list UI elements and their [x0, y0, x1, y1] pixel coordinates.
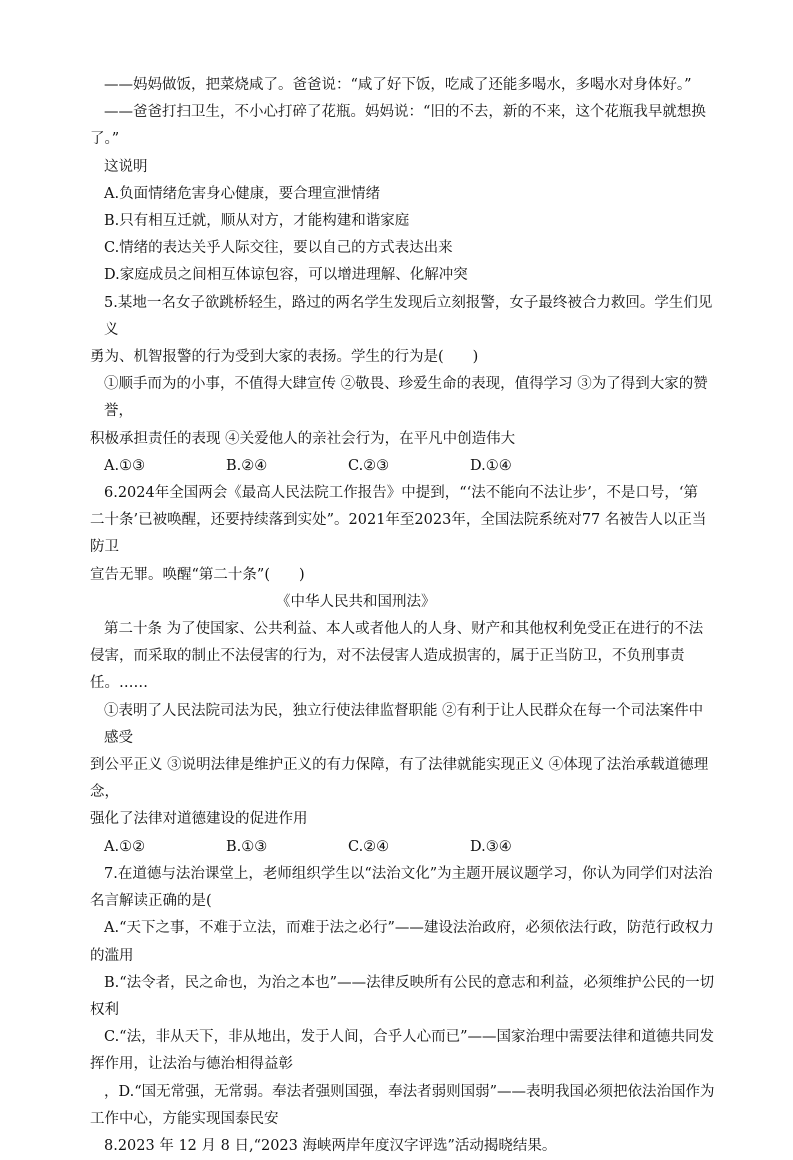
question-7-option-a-2: 的滥用	[90, 947, 134, 964]
question-5-options	[104, 453, 716, 480]
question-5-stem-1: 5.某地一名女子欲跳桥轻生，路过的两名学生发现后立刻报警，女子最终被合力救回。学生们见义	[104, 294, 713, 338]
law-text-3: 任。……	[90, 675, 148, 692]
document-page	[90, 72, 716, 1160]
question-4-stem: 这说明	[104, 158, 148, 175]
question-6-option-c: C.②④	[348, 838, 390, 855]
question-5-items-1: ①顺手而为的小事，不值得大肆宣传 ②敬畏、珍爱生命的表现，值得学习 ③为了得到大家的赞誉，	[104, 376, 708, 420]
question-5-items-2: 积极承担责任的表现 ④关爱他人的亲社会行为，在平凡中创造伟大	[90, 430, 516, 447]
question-5-option-b: B.②④	[226, 457, 268, 474]
question-6-option-b: B.①③	[226, 838, 268, 855]
question-7-option-c-1: C.“法，非从天下，非从地出，发于人间，合乎人心而已”——国家治理中需要法律和道德共同发	[104, 1029, 715, 1046]
scenario-line-2b: 了。”	[90, 131, 120, 148]
question-7-stem-2: 名言解读正确的是(	[90, 893, 212, 910]
question-4-option-a: A.负面情绪危害身心健康，要合理宣泄情绪	[104, 185, 381, 202]
question-6-stem-3: 宣告无罪。唤醒“第二十条”( )	[90, 566, 305, 583]
question-7-option-d-2: 工作中心，方能实现国泰民安	[90, 1110, 279, 1127]
question-7-option-b-1: B.“法令者，民之命也，为治之本也”——法律反映所有公民的意志和利益，必须维护公民的一切	[104, 974, 715, 991]
question-7-stem-1: 7.在道德与法治课堂上，老师组织学生以“法治文化”为主题开展议题学习，你认为同学们对法治	[104, 865, 713, 882]
question-6-items-3: 强化了法律对道德建设的促进作用	[90, 811, 308, 828]
law-text-2: 侵害，而采取的制止不法侵害的行为，对不法侵害人造成损害的，属于正当防卫，不负刑事责	[90, 648, 685, 665]
question-5-option-d: D.①④	[470, 457, 512, 474]
question-4-option-c: C.情绪的表达关乎人际交往，要以自己的方式表达出来	[104, 240, 453, 257]
question-6-stem-2: 二十条’已被唤醒，还要持续落到实处”。2021年至2023年，全国法院系统对77 名被告人以正当防卫	[90, 512, 707, 556]
question-7-option-d-1: ，D.“国无常强，无常弱。奉法者强则国强，奉法者弱则国弱”——表明我国必须把依法治国作为	[104, 1083, 715, 1100]
question-4-option-d: D.家庭成员之间相互体谅包容，可以增进理解、化解冲突	[104, 267, 468, 284]
question-6-stem-1: 6.2024年全国两会《最高人民法院工作报告》中提到，“‘法不能向不法让步’，不是口号，‘第	[104, 485, 698, 502]
law-title: 《中华人民共和国刑法》	[276, 593, 436, 610]
question-6-items-1: ①表明了人民法院司法为民，独立行使法律监督职能 ②有利于让人民群众在每一个司法案件中感受	[104, 702, 704, 746]
scenario-line-1: ——妈妈做饭，把菜烧咸了。爸爸说：“咸了好下饭，吃咸了还能多喝水，多喝水对身体好。”	[104, 77, 692, 93]
question-6-options	[104, 834, 716, 861]
scenario-line-2a: ——爸爸打扫卫生，不小心打碎了花瓶。妈妈说：“旧的不去，新的不来，这个花瓶我早就想换	[104, 104, 706, 121]
question-8-stem-1: 8.2023 年 12 月 8 日,“2023 海峡两岸年度汉字评选”活动揭晓结果。	[104, 1137, 557, 1154]
law-text-1: 第二十条 为了使国家、公共利益、本人或者他人的人身、财产和其他权利免受正在进行的不法	[104, 621, 704, 638]
question-4-option-b: B.只有相互迁就，顺从对方，才能构建和谐家庭	[104, 213, 410, 230]
question-7-option-b-2: 权利	[90, 1001, 119, 1018]
question-5-stem-2: 勇为、机智报警的行为受到大家的表扬。学生的行为是( )	[90, 349, 479, 366]
question-6-option-a: A.①②	[104, 838, 146, 855]
question-7-option-c-2: 挥作用，让法治与德治相得益彰	[90, 1056, 293, 1073]
question-6-items-2: 到公平正义 ③说明法律是维护正义的有力保障，有了法律就能实现正义 ④体现了法治承载道德理念，	[90, 757, 709, 801]
question-5-option-c: C.②③	[348, 457, 390, 474]
question-6-option-d: D.③④	[470, 838, 512, 855]
question-7-option-a-1: A.“天下之事，不难于立法，而难于法之必行”——建设法治政府，必须依法行政，防范行政权力	[104, 920, 714, 937]
question-5-option-a: A.①③	[104, 457, 146, 474]
